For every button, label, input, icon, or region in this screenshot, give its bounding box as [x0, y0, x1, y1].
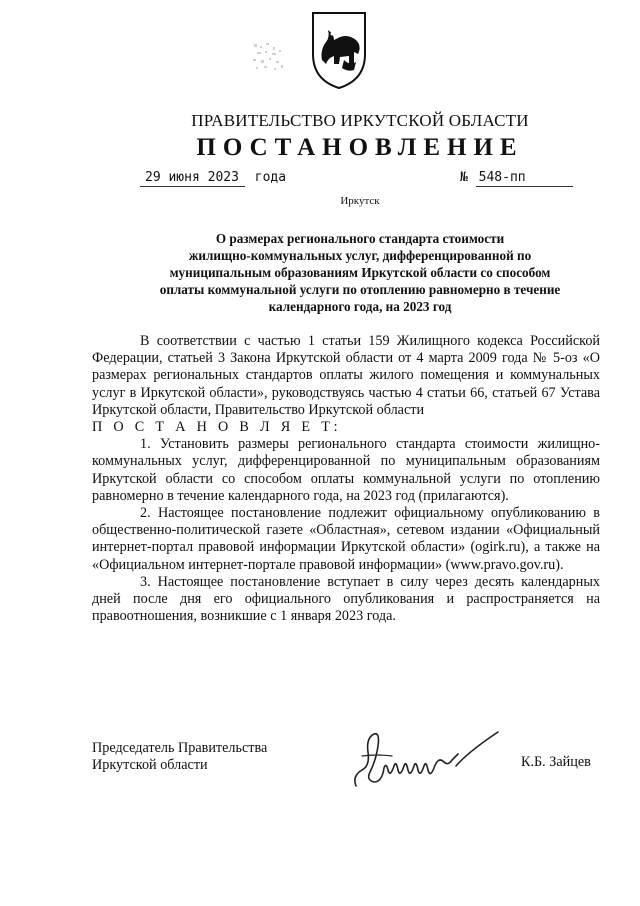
- handwritten-signature: [348, 726, 508, 794]
- document-title: [100, 230, 620, 315]
- city: Иркутск: [340, 195, 380, 207]
- title-line: жилищно-коммунальных услуг, дифференцированной по: [188, 248, 532, 263]
- irkutsk-coat-of-arms-icon: [310, 10, 368, 90]
- title-line: муниципальным образованиям Иркутской области со способом: [169, 265, 551, 280]
- date-suffix: года: [254, 170, 287, 185]
- number-sign: №: [460, 170, 468, 185]
- item-paragraph-3: 3. Настоящее постановление вступает в силу через десять календарных дней после дня его официального опубликования и распространяется на правоотношения, возникшие с 1 января 2023 года.: [92, 573, 600, 625]
- signatory-position: [92, 740, 267, 775]
- resolves-heading: П О С Т А Н О В Л Я Е Т:: [92, 419, 342, 436]
- title-line: О размерах регионального стандарта стоимости: [215, 231, 505, 246]
- item-paragraph-2: 2. Настоящее постановление подлежит официальному опубликованию в общественно-политической газете «Областная», сетевом издании «Официальный интернет-портал правовой информации Иркутской области» (ogirk.ru), а также на «Официальном интернет-портале правовой информации» (www.pravo.gov.ru).: [92, 505, 600, 573]
- position-line: Иркутской области: [92, 757, 208, 774]
- number-value: 548-пп: [476, 170, 573, 187]
- preamble-paragraph: В соответствии с частью 1 статьи 159 Жилищного кодекса Российской Федерации, статьей 3 Закона Иркутской области от 4 марта 2009 года № 5-оз «О размерах региональных стандартов оплаты жилого помещения и коммунальных услуг в Иркутской области», руководствуясь частью 4 статьи 66, статьей 67 Устава Иркутской области, Правительство Иркутской области: [92, 333, 600, 418]
- faint-stamp-mark: [248, 40, 290, 76]
- document-date: [140, 170, 286, 187]
- document-number: [460, 170, 573, 187]
- government-name: ПРАВИТЕЛЬСТВО ИРКУТСКОЙ ОБЛАСТИ: [191, 111, 529, 130]
- date-value: 29 июня 2023: [140, 170, 245, 187]
- document-type: ПОСТАНОВЛЕНИЕ: [196, 134, 524, 161]
- signatory-name: К.Б. Зайцев: [521, 754, 591, 770]
- position-line: Председатель Правительства: [92, 740, 268, 756]
- item-paragraph-1: 1. Установить размеры регионального стандарта стоимости жилищно-коммунальных услуг, дифференцированной по муниципальным образованиям Иркутской области со способом оплаты коммунальной услуги по отоплению равномерно в течение календарного года, на 2023 год (прилагаются).: [92, 436, 600, 504]
- title-line: календарного года, на 2023 год: [268, 299, 452, 314]
- title-line: оплаты коммунальной услуги по отоплению равномерно в течение: [159, 282, 561, 297]
- document-body: [92, 333, 600, 625]
